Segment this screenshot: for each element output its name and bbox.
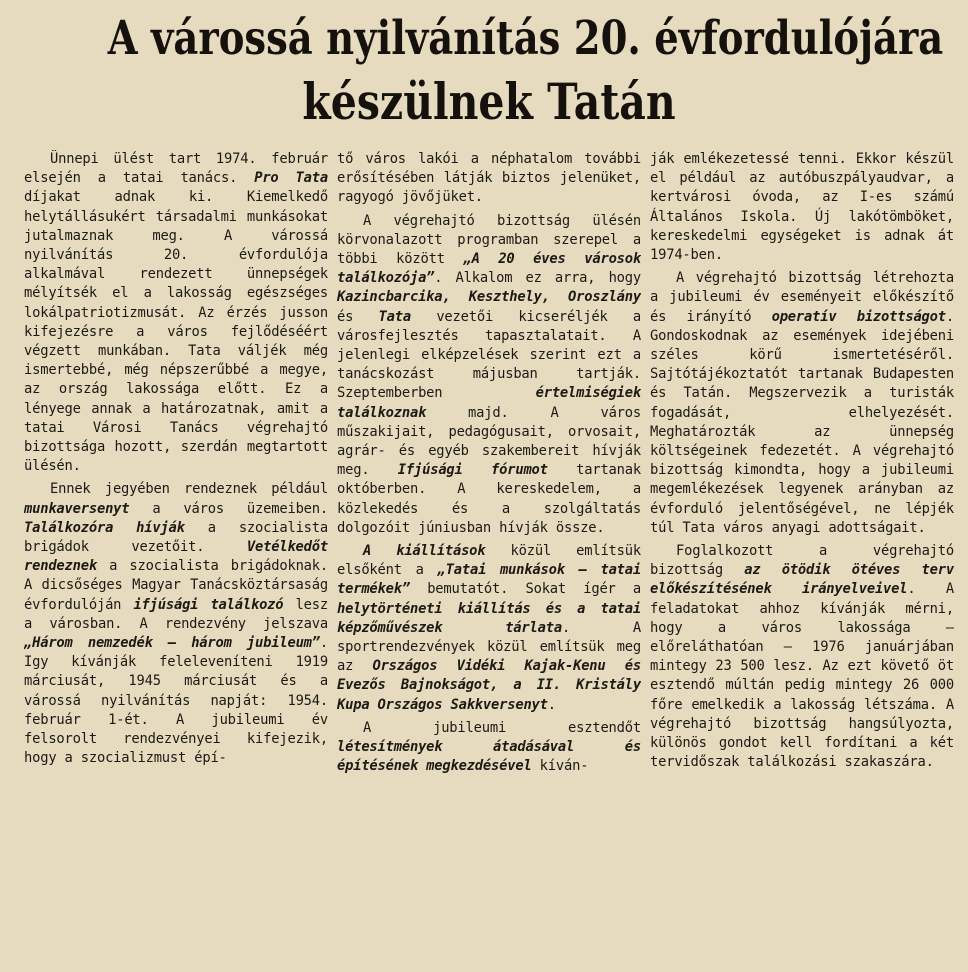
text-run: tartanak októberben. A kereskedelem, a közlekedés és a szolgáltatás dolgozóit júniusban hívják össze.: [337, 462, 641, 536]
text-run: . Igy kívánják feleleveníteni 1919 márciusát, 1945 márciusát és a várossá nyilvánítás napját: 1954. február 1-ét. A jubileumi év felsorolt rendezvényei kifejezik, hogy a szocializmust épí-: [24, 635, 328, 767]
emphasized-text: Pro Tata: [254, 170, 328, 187]
emphasized-text: A kiállítások: [363, 543, 486, 560]
text-run: tő város lakói a néphatalom további erősítésében látják biztos jelenüket, ragyogó jövőjüket.: [337, 151, 641, 206]
text-run: A végrehajtó bizottság ülésén körvonalazott programban szerepel a többi között: [337, 212, 641, 268]
emphasized-text: Vetélkedőt rendeznek: [24, 539, 328, 575]
text-run: . Alkalom ez arra, hogy: [434, 270, 641, 287]
emphasized-text: „Három nemzedék — három jubileum”: [24, 635, 320, 652]
text-run: . Gondoskodnak az események idejébeni széles körű ismertetéséről. Sajtótájékoztatót tartanak Budapesten és Tatán. Megszervezik a turisták fogadását, elhelyezését. Meghatározták az ünnepség költségeinek fedezetét. A végrehajtó bizottság kimondta, hogy a jubileumi megemlékezések legyenek arányban az évforduló jelentőségével, ne lépjék túl Tata város anyagi adottságait.: [650, 308, 954, 536]
emphasized-text: az ötödik ötéves terv előkészítésének irányelveivel: [650, 562, 954, 598]
column-1: [24, 150, 328, 972]
article-paragraph: [650, 269, 954, 538]
emphasized-text: „A 20 éves városok találkozója”: [337, 251, 641, 287]
emphasized-text: értelmiségiek találkoznak: [337, 385, 641, 421]
text-run: majd. A város műszakijait, pedagógusait, orvosait, agrár- és egyéb szakembereit hívják meg.: [337, 404, 641, 479]
emphasized-text: ifjúsági találkozó: [133, 596, 284, 613]
text-run: vezetői kicseréljék a városfejlesztés tapasztalatait. A jelenlegi elképzelések szerint ezt a tanácskozást májusban tartják. Szeptemberben: [337, 308, 641, 402]
article-paragraph: [24, 150, 328, 476]
article-paragraph: [650, 542, 954, 772]
text-run: Foglalkozott a végrehajtó bizottság: [650, 543, 954, 579]
article-paragraph: [337, 212, 641, 538]
emphasized-text: Ifjúsági fórumot: [397, 462, 548, 479]
emphasized-text: Országos Vidéki Kajak-Kenu és Evezős Bajnokságot, a II. Kristály Kupa Országos Sakkversenyt: [337, 658, 641, 713]
emphasized-text: helytörténeti kiállítás és a tatai képzőművészek tárlata: [337, 600, 641, 636]
column-3: [650, 150, 954, 972]
article-columns: [24, 150, 954, 972]
text-run: a város üzemeiben.: [129, 500, 328, 517]
text-run: díjakat adnak ki. Kiemelkedő helytállásukért társadalmi munkásokat jutalmaznak meg. A várossá nyilvánítás 20. évfordulója alkalmával rendezett ünnepségek mélyítsék el a lakosság egészséges lokálpatriotizmusát. Az érzés jusson kifejezésre a város fejlődéséért végzett munkában. Tata váljék még ismertebbé, még népszerűbbé a megye, az ország lakossága előtt. Ez a lényege annak a határozatnak, amit a tatai Városi Tanács végrehajtó bizottsága hozott, szerdán megtartott ülésén.: [24, 189, 328, 475]
text-run: .: [547, 696, 556, 713]
text-run: közül említsük elsőként a: [337, 543, 641, 579]
text-run: . A feladatokat ahhoz kívánják mérni, hogy a város lakossága — előreláthatóan — 1976 januárjában mintegy 23 500 lesz. Az ezt követő öt esztendő múltán pedig mintegy 26 000 főre emelkedik a lakosság létszáma. A végrehajtó bizottság hangsúlyozta, különös gondot kell fordítani a két tervidőszak találkozási szakaszára.: [650, 581, 954, 771]
text-run: lesz a városban. A rendezvény jelszava: [24, 596, 328, 632]
emphasized-text: munkaversenyt: [24, 500, 130, 517]
emphasized-text: „Tatai munkások — tatai termékek”: [337, 562, 641, 598]
text-run: A végrehajtó bizottság létrehozta a jubileumi év eseményeit előkészítő és irányító: [650, 270, 954, 325]
text-run: A jubileumi esztendőt: [363, 719, 641, 736]
emphasized-text: operatív bizottságot: [771, 308, 946, 325]
emphasized-text: létesítmények átadásával és építésének megkezdésével: [337, 739, 641, 775]
article-paragraph: [24, 480, 328, 768]
text-run: és: [337, 308, 379, 325]
text-run: bemutatót. Sokat ígér a: [409, 581, 641, 598]
text-run: a szocialista brigádok vezetőit.: [24, 519, 328, 556]
headline-line-2: készülnek Tatán: [302, 72, 676, 131]
emphasized-text: Kazincbarcika, Keszthely, Oroszlány: [337, 289, 641, 306]
text-run: Ennek jegyében rendeznek például: [50, 481, 328, 498]
emphasized-text: Találkozóra hívják: [24, 519, 185, 536]
headline: [107, 8, 944, 134]
headline-line-1: A várossá nyilvánítás 20. évfordulójára: [107, 11, 944, 66]
column-2: [337, 150, 641, 972]
text-run: . A sportrendezvények közül említsük meg az: [337, 619, 641, 675]
article-paragraph: [650, 150, 954, 265]
article-paragraph: [337, 542, 641, 715]
article-paragraph: [337, 150, 641, 208]
text-run: ják emlékezetessé tenni. Ekkor készül el például az autóbuszpályaudvar, a kertvárosi óvoda, az I-es számú Általános Iskola. Új lakótömböket, kereskedelmi egységeket is adnak át 1974-ben.: [650, 151, 954, 264]
text-run: kíván-: [531, 758, 589, 775]
article-paragraph: [337, 719, 641, 777]
text-run: Ünnepi ülést tart 1974. február elsején a tatai tanács.: [24, 151, 328, 187]
emphasized-text: Tata: [378, 308, 411, 325]
text-run: a szocialista brigádoknak. A dicsőséges Magyar Tanácsköztársaság évfordulóján: [24, 558, 328, 613]
